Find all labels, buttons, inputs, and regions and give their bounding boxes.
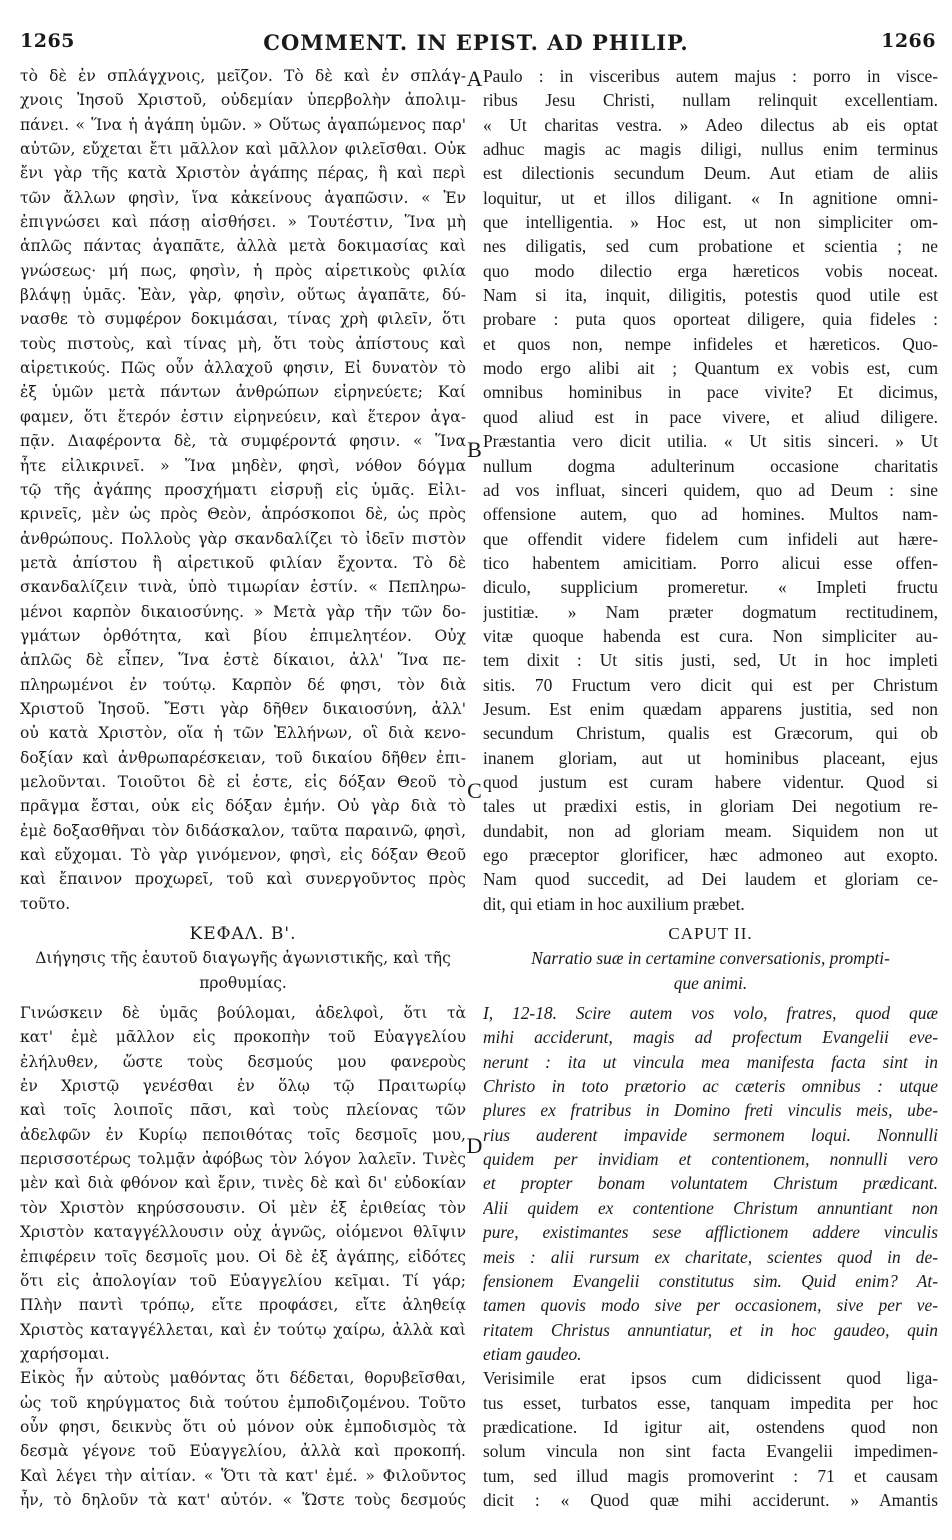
text-line: tico habentem amicitiam. Porro alicui esse offen- [483,552,938,573]
text-line: ἦν, τὸ δηλοῦν τὰ κατ' αὐτόν. « Ὥστε τοὺς δεσμούς [20,1490,466,1509]
text-line: omnibus hominibus in pace vivite? Et dicimus, [483,382,938,403]
text-line: et propter bonam voluntatem Christum prædicant. [483,1173,938,1194]
text-line-end: dit, qui etiam in hoc auxilium præbet. [483,893,745,914]
text-line: μελοῦνται. Τοιοῦτοι δὲ εἰ ἐστε, εἰς δόξαν Θεοῦ τὸ [20,772,466,791]
text-line: τοὺς πιστοὺς, καὶ τίνας μὴ, ὅτι τοὺς ἀπίστους καὶ [20,334,466,353]
text-line: quod justum est curam habere videntur. Quod si [483,771,938,792]
chapter-heading: ΚΕΦΑΛ. Β'. [189,924,297,945]
text-line: πᾷν. Διαφέροντα δὲ, τὰ συμφέροντά φησιν. « Ἵνα [20,432,466,451]
text-line: tem dixit : Ut sitis justi, sed, Ut in hoc impleti [483,650,938,671]
text-line: rius auderent impavide sermonem loqui. Nonnulli [483,1124,938,1145]
text-line: tales ut prædixi estis, in gloriam Dei negotium re- [483,796,938,817]
text-line: καὶ τοῖς λοιποῖς πᾶσι, καὶ τοὺς πλείονας τῶν [20,1101,466,1120]
text-line: offensione autem, quo ad homines. Multos nam- [483,504,938,525]
chapter-heading: CAPUT II. [668,924,753,944]
text-line: ὅτι εἰς ἀπολογίαν τοῦ Εὐαγγελίου κεῖμαι. Τί γάρ; [20,1271,466,1290]
text-line: μὲν καὶ διὰ φθόνον καὶ ἔριν, τινὲς δὲ καὶ δι' εὐδοκίαν [20,1174,466,1193]
text-line: Χριστοῦ Ἰησοῦ. Ἔστι γὰρ δῆθεν δικαιοσύνη, ἀλλ' [20,699,466,718]
margin-marker-b: B [467,437,482,462]
text-line: loquitur, ut et illos diligant. « In agnitione omni- [483,187,938,208]
text-line: Εἰκὸς ἦν αὐτοὺς μαθόντας ὅτι δέδεται, θορυβεῖσθαι, [20,1369,466,1388]
text-line: dundabit, non ad gloriam meam. Siquidem non ut [483,820,938,841]
text-line: τῷ τῆς ἀγάπης προσχήματι εἰσρυῇ εἰς ὑμᾶς. Εἰλι- [20,480,466,499]
text-line: καὶ εὔχομαι. Τὸ γὰρ γινόμενον, φησὶ, εἰς δόξαν Θεοῦ [20,846,466,864]
text-line: ad vos influat, sinceri quidem, quo ad Deum : sine [483,479,938,500]
text-line: tus esset, turbatos esse, tanquam impedita per hoc [483,1392,938,1413]
text-line: δεσμὰ γέγονε τοῦ Εὐαγγελίου, ἀλλὰ καὶ προκοπή. [20,1442,466,1461]
text-line: οὖν φησι, δεικνὺς ὅτι οὐ μόνον οὐκ ἐμποδισμὸς τὰ [20,1417,466,1436]
text-line: οὐ κατὰ Χριστὸν, οἵα ἡ τῶν Ἑλλήνων, οἳ διὰ κενο- [20,724,466,743]
text-line: que intelligentia. » Hoc est, ut non simpliciter om- [483,212,938,233]
text-line: prædicatione. Id igitur ait, ostendens quod non [483,1416,938,1437]
text-line: pure, existimantes sese afflictionem addere vinculis [483,1222,938,1243]
text-line: nullum dogma adulterinum occasione charitatis [483,455,938,476]
latin-column [483,64,938,1512]
text-line: ἐπιφέρειν τοῖς δεσμοῖς μου. Οἱ δὲ ἐξ ἀγάπης, εἰδότες [20,1247,466,1266]
text-line: ἦτε εἰλικρινεῖ. » Ἵνα μηδὲν, φησὶ, νόθον δόγμα [20,456,466,475]
text-line: ἀνθρώπους. Πολλοὺς γὰρ σκανδαλίζει τὸ ἰδεῖν πιστὸν [20,529,466,548]
page-number-left: 1265 [20,30,75,52]
text-line: Præstantia vero dicit utilia. « Ut sitis sinceri. » Ut [483,431,938,452]
running-title: COMMENT. IN EPIST. AD PHILIP. [263,30,689,55]
text-line: meis : alii rursum ex charitate, scientes quod in de- [483,1246,938,1267]
text-line: κρινεῖς, μὲν ὡς πρὸς Θεὸν, ἀπρόσκοποι δὲ, ὡς πρὸς [20,505,466,524]
chapter-subtitle: Διήγησις τῆς ἑαυτοῦ διαγωγῆς ἀγωνιστικῆς, καὶ τῆς [35,949,451,968]
text-line: ego præceptor glorificer, hæc admoneo aut exopto. [483,845,938,865]
text-line: περισσοτέρως τολμᾷν ἀφόβως τὸν λόγον λαλεῖν. Τινὲς [20,1150,466,1169]
text-line: Χριστὸν καταγγέλλουσιν οὐχ ἁγνῶς, οἰόμενοι θλῖψιν [20,1223,466,1242]
text-line: δοξίαν καὶ ἀνθρωπαρέσκειαν, τοῦ δικαίου δῆθεν ἐπι- [20,748,466,767]
text-line: Nam si ita, inquit, diligitis, potestis quod utile est [483,285,938,306]
text-line: ὡς τοῦ κηρύγματος διὰ τούτου ἐμποδιζομένου. Τοῦτο [20,1393,466,1412]
text-line: ἐν Χριστῷ γενέσθαι ἐν ὅλῳ τῷ Πραιτωρίῳ [20,1077,466,1096]
text-line: nes diligatis, sed cum probatione et scientia ; ne [483,236,938,257]
text-line: ἁπλῶς δὲ εἶπεν, Ἵνα ἐστὲ δίκαιοι, ἀλλ' Ἵνα πε- [20,651,466,670]
margin-marker-c: C [467,778,482,803]
text-line: ἔνι γὰρ τῆς κατὰ Χριστὸν ἀγάπης πέρας, ἣ καὶ περὶ [20,164,466,183]
text-line: ἐπιγνώσει καὶ πάσῃ αἰσθήσει. » Τουτέστιν, Ἵνα μὴ [20,213,466,232]
text-line: I, 12-18. Scire autem vos volo, fratres, quod quæ [483,1003,938,1024]
text-line: Πλὴν παντὶ τρόπῳ, εἴτε προφάσει, εἴτε ἀληθείᾳ [20,1296,466,1315]
text-line: fensionem Evangelii constitutus sim. Quid enim? At- [483,1270,938,1291]
text-line: ἐμὲ δοξασθῆναι τὸν διδάσκαλον, ταῦτα παραινῶ, φησὶ, [20,821,466,840]
text-line: tamen quovis modo sive per occasionem, sive per ve- [483,1295,938,1316]
text-line: sitis. 70 Fructum vero dicit qui est per Christum [483,674,938,695]
text-line: mihi acciderunt, magis ad profectum Evangelii eve- [483,1027,938,1048]
text-line: πρᾶγμα ἔσται, οὐκ εἰς δόξαν ἐμήν. Οὐ γὰρ διὰ τὸ [20,797,466,816]
text-line: ἀδελφῶν ἐν Κυρίῳ πεποιθότας τοῖς δεσμοῖς μου, [20,1125,466,1144]
text-line: est dilectionis secundum Deum. Aut etiam de aliis [483,163,938,184]
text-line: Paulo : in visceribus autem majus : porro in visce- [483,66,938,86]
text-line: ἐλήλυθεν, ὥστε τοὺς δεσμούς μου φανεροὺς [20,1052,466,1071]
text-line: modo ergo alibi ait ; Quantum ex vobis est, cum [483,358,938,379]
text-line: Χριστὸς καταγγέλλεται, καὶ ἐν τούτῳ χαίρω, ἀλλὰ καὶ [20,1320,466,1339]
text-line: πληρωμένοι ἐν τούτῳ. Καρπὸν δέ φησι, τὸν διὰ [20,675,466,694]
text-line: adhuc magis ac magis diligi, nullus enim terminus [483,139,938,160]
text-line: que offendit videre fidelem cum infideli aut hære- [483,528,938,549]
text-line: γνώσεως· μή πως, φησὶν, ἡ πρὸς αἱρετικοὺς φιλία [20,261,466,280]
text-line: dicit : « Quod quæ mihi acciderunt. » Amantis [483,1489,938,1510]
text-line: πάνει. « Ἵνα ἡ ἀγάπη ὑμῶν. » Οὕτως ἀγαπώμενος παρ' [20,115,466,134]
text-line: justitiæ. » Nam præter dogmatum rectitudinem, [483,601,938,622]
text-line-end: τοῦτο. [20,894,71,913]
text-line: μετὰ ἀπίστου ἢ αἱρετικοῦ φιλίαν ἔχοντα. Τὸ δὲ [20,553,466,572]
text-line: βλάψῃ ὑμᾶς. Ἐὰν, γὰρ, φησὶν, οὕτως ἀγαπᾶτε, δύ- [20,286,466,305]
page-header [0,0,952,56]
text-line: καὶ ἔπαινον προχωρεῖ, τοῦ καὶ συνεργοῦντος πρὸς [20,870,466,889]
text-line: κατ' ἐμὲ μᾶλλον εἰς προκοπὴν τοῦ Εὐαγγελίου [20,1028,466,1047]
text-line: ἁπλῶς πάντας ἀγαπᾶτε, ἀλλὰ μετὰ δοκιμασίας καὶ [20,237,466,256]
text-line: secundum Christum, qualis est Græcorum, qui ob [483,723,938,744]
text-line-end: χαρήσομαι. [20,1344,110,1363]
margin-marker-d: D [466,1133,483,1158]
text-line: Καὶ λέγει τὴν αἰτίαν. « Ὅτι τὰ κατ' ἐμέ. » Φιλοῦντος [20,1466,466,1485]
text-line: Christo in toto prætorio ac cæteris omnibus : utque [483,1076,938,1097]
margin-marker-a: A [466,66,483,91]
text-line: quod aliud est in pace vivere, et aliud diligere. [483,406,938,427]
text-line: nerunt : ita ut vincula mea manifesta facta sint in [483,1051,938,1072]
text-line: plures ex fratribus in Domino freti vinculis meis, ube- [483,1100,938,1121]
greek-column [20,64,466,1512]
text-line: ritatem Christus annuntiatur, et in hoc gaudeo, quin [483,1319,938,1340]
text-line: quo modo dilectio erga hæreticos vobis noceat. [483,260,938,281]
page-number-right: 1266 [881,30,936,52]
text-line: vitæ quoque habenda est cura. Non simpliciter au- [483,625,938,646]
text-line: αἱρετικούς. Πῶς οὖν ἀλλαχοῦ φησιν, Εἰ δυνατὸν τὸ [20,359,466,378]
text-line: χνοις Ἰησοῦ Χριστοῦ, οὐδεμίαν ὑπερβολὴν ἀπολιμ- [20,91,466,110]
text-line: τὸ δὲ ἐν σπλάγχνοις, μεῖζον. Τὸ δὲ καὶ ἐν σπλάγ- [20,67,466,85]
text-line: Verisimile erat ipsos cum didicissent quod liga- [483,1368,938,1389]
text-line: μένοι καρπὸν δικαιοσύνης. » Μετὰ γὰρ τῆν τῶν δο- [20,602,466,621]
text-line: ἐξ ὑμῶν μετὰ πάντων ἀνθρώπων εἰρηνεύετε; Καί [20,383,466,402]
text-line: Jesum. Est enim quædam apparens justitia, sed non [483,698,938,719]
text-line: et quos non, nempe infideles et hæreticos. Quo- [483,333,938,354]
text-line: τῶν ἄλλων φησὶν, ἵνα κἀκείνους ἀγαπῶσιν. « Ἐν [20,188,466,207]
text-line: inanem gloriam, aut ut hominibus placeant, ejus [483,747,938,768]
text-line: αὐτῶν, εὔχεται ἔτι μᾶλλον καὶ μᾶλλον φιλεῖσθαι. Οὐκ [20,140,466,159]
text-line: σκανδαλίζειν τινὰ, ὑπὸ τιμωρίαν ἐστίν. « Πεπληρω- [20,578,466,597]
text-line: φαμεν, ὅτι ἕτερόν ἐστιν εἰρηνεύειν, καὶ ἕτερον ἀγα- [20,407,466,426]
chapter-subtitle: προθυμίας. [199,973,287,992]
text-line: Γινώσκειν δὲ ὑμᾶς βούλομαι, ἀδελφοὶ, ὅτι τὰ [20,1004,466,1023]
text-line: γμάτων ὀρθότητα, καὶ βίου ἐπιμελητέον. Οὐχ [20,626,466,645]
text-line: ribus Jesu Christi, nullam relinquit excellentiam. [483,90,938,111]
chapter-subtitle: que animi. [673,972,748,993]
text-line: solum vincula non sint facta Evangelii impedimen- [483,1441,938,1462]
text-line-end: etiam gaudeo. [483,1343,582,1364]
text-line: Alii quidem ex contentione Christum annuntiant non [483,1197,938,1218]
text-line: probare : puta quos oporteat diligere, quia fideles : [483,309,938,330]
text-line: τὸν Χριστὸν κηρύσσουσιν. Οἱ μὲν ἐξ ἐριθείας τὸν [20,1198,466,1217]
text-line: « Ut charitas vestra. » Adeo dilectus ab eis optat [483,114,938,135]
text-line: diculo, supplicium promeretur. « Impleti fructu [483,577,938,598]
chapter-subtitle: Narratio suæ in certamine conversationis, prompti- [531,948,890,969]
text-line: tum, sed illud magis promoverint : 71 et causam [483,1465,938,1486]
text-line: νασθε τὸ συμφέρον δοκιμάσαι, τίνας χρὴ φιλεῖν, ὅτι [20,310,466,329]
text-line: quidem per invidiam et contentionem, nonnulli vero [483,1149,938,1170]
text-line: Nam quod succedit, ad Dei laudem et gloriam ce- [483,869,938,890]
